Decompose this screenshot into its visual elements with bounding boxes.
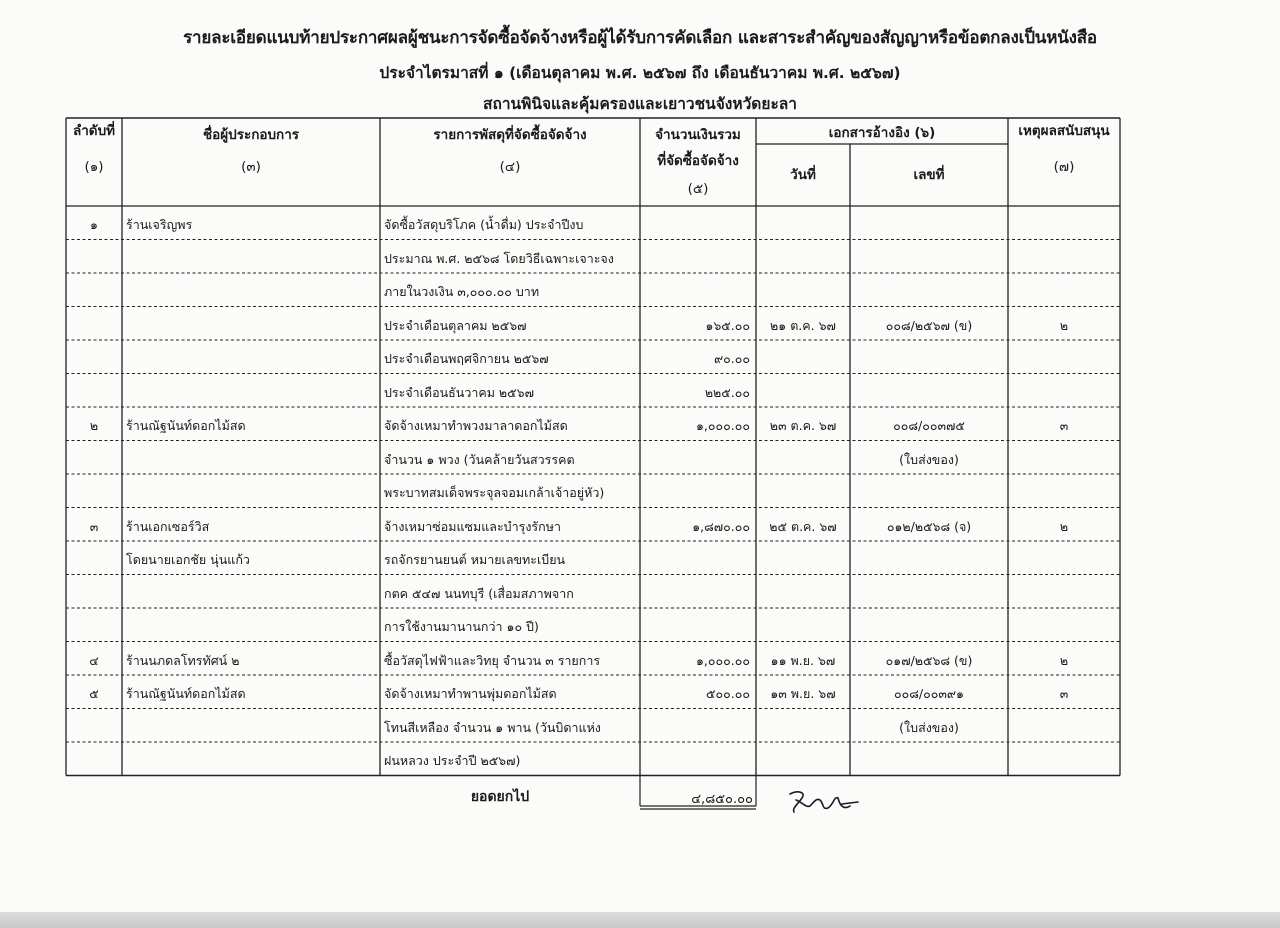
header-order: ลำดับที่ (๑) — [72, 123, 116, 175]
cell-vendor: โดยนายเอกชัย นุ่นแก้ว — [126, 552, 250, 567]
cell-item: ประจำเดือนตุลาคม ๒๕๖๗ — [384, 317, 527, 333]
header-reference-number: เลขที่ — [913, 167, 945, 183]
cell-reason: ๓ — [1059, 686, 1069, 701]
cell-item: ประจำเดือนธันวาคม ๒๕๖๗ — [384, 384, 534, 400]
cell-ref-number: ๐๐๘/๐๐๓๗๕ — [893, 418, 965, 433]
cell-ref-number: (ใบส่งของ) — [899, 719, 959, 735]
cell-item: จัดซื้อวัสดุบริโภค (น้ำดื่ม) ประจำปีงบ — [384, 217, 584, 232]
cell-vendor: ร้านนภดลโทรทัศน์ ๒ — [126, 652, 240, 668]
cell-item: ซื้อวัสดุไฟฟ้าและวิทยุ จำนวน ๓ รายการ — [384, 652, 601, 668]
cell-amount: ๒๒๕.๐๐ — [704, 384, 750, 400]
cell-ref-number: ๐๐๘/๒๕๖๗ (ข) — [885, 317, 973, 333]
header-amount: จำนวนเงินรวม ที่จัดซื้อจัดจ้าง (๕) — [655, 127, 741, 197]
header-vendor: ชื่อผู้ประกอบการ (๓) — [202, 127, 300, 175]
cell-amount: ๑๖๕.๐๐ — [705, 317, 750, 333]
cell-date: ๑๑ พ.ย. ๖๗ — [770, 652, 836, 668]
carried-forward-label: ยอดยกไป — [470, 789, 530, 805]
cell-item: พระบาทสมเด็จพระจุลจอมเกล้าเจ้าอยู่หัว) — [384, 485, 605, 500]
header-reference-date: วันที่ — [790, 167, 816, 183]
cell-item: จัดจ้างเหมาทำพานพุ่มดอกไม้สด — [384, 686, 557, 701]
header-items: รายการพัสดุที่จัดซื้อจัดจ้าง (๔) — [433, 127, 587, 175]
cell-item: ฝนหลวง ประจำปี ๒๕๖๗) — [384, 753, 521, 768]
cell-amount: ๑,๐๐๐.๐๐ — [695, 418, 750, 433]
cell-order: ๑ — [90, 217, 98, 232]
signature — [784, 786, 864, 818]
document-subtitle-agency: สถานพินิจและคุ้มครองและเยาวชนจังหวัดยะลา — [483, 95, 797, 113]
cell-amount: ๙๐.๐๐ — [713, 351, 750, 366]
cell-vendor: ร้านณัฐนันท์ดอกไม้สด — [126, 418, 246, 433]
cell-vendor: ร้านเอกเซอร์วิส — [126, 518, 210, 534]
cell-amount: ๑,๐๐๐.๐๐ — [695, 652, 750, 668]
cell-item: จำนวน ๑ พวง (วันคล้ายวันสวรรคต — [384, 451, 575, 467]
cell-reason: ๓ — [1059, 418, 1069, 433]
cell-order: ๔ — [89, 652, 99, 668]
cell-amount: ๕๐๐.๐๐ — [706, 686, 750, 701]
document-title: รายละเอียดแนบท้ายประกาศผลผู้ชนะการจัดซื้อจัดจ้างหรือผู้ได้รับการคัดเลือก และสาระสำคัญของสัญญาหรือข้อตกลงเป็นหนังสือ — [183, 28, 1097, 48]
cell-date: ๒๓ ต.ค. ๖๗ — [769, 418, 837, 433]
cell-item: จัดจ้างเหมาทำพวงมาลาดอกไม้สด — [384, 418, 568, 433]
cell-item: จ้างเหมาซ่อมแซมและบำรุงรักษา — [384, 518, 561, 534]
cell-reason: ๒ — [1059, 652, 1069, 668]
cell-reason: ๒ — [1059, 317, 1069, 333]
cell-order: ๕ — [89, 686, 99, 701]
cell-ref-number: ๐๐๘/๐๐๓๙๑ — [893, 686, 964, 701]
cell-reason: ๒ — [1059, 518, 1069, 534]
cell-order: ๒ — [89, 418, 99, 433]
cell-ref-number: ๐๑๗/๒๕๖๘ (ข) — [885, 652, 973, 668]
cell-date: ๑๓ พ.ย. ๖๗ — [770, 686, 836, 701]
cell-vendor: ร้านณัฐนันท์ดอกไม้สด — [126, 686, 246, 701]
cell-vendor: ร้านเจริญพร — [126, 217, 193, 232]
cell-item: โทนสีเหลือง จำนวน ๑ พาน (วันบิดาแห่ง — [384, 719, 601, 735]
cell-order: ๓ — [89, 518, 99, 534]
cell-item: การใช้งานมานานกว่า ๑๐ ปี) — [384, 619, 539, 634]
header-reason: เหตุผลสนับสนุน (๗) — [1018, 123, 1110, 175]
cell-amount: ๑,๘๗๐.๐๐ — [692, 518, 750, 534]
document-subtitle-quarter: ประจำไตรมาสที่ ๑ (เดือนตุลาคม พ.ศ. ๒๕๖๗ ถึง เดือนธันวาคม พ.ศ. ๒๕๖๗) — [379, 64, 901, 82]
cell-ref-number: ๐๑๒/๒๕๖๘ (จ) — [886, 518, 972, 534]
cell-item: ภายในวงเงิน ๓,๐๐๐.๐๐ บาท — [384, 284, 540, 299]
cell-item: กตค ๕๔๗ นนทบุรี (เสื่อมสภาพจาก — [384, 585, 574, 601]
cell-date: ๒๑ ต.ค. ๖๗ — [770, 317, 836, 333]
cell-ref-number: (ใบส่งของ) — [899, 451, 959, 467]
cell-item: ประมาณ พ.ศ. ๒๕๖๘ โดยวิธีเฉพาะเจาะจง — [384, 250, 614, 266]
cell-item: รถจักรยานยนต์ หมายเลขทะเบียน — [384, 552, 566, 567]
cell-date: ๒๕ ต.ค. ๖๗ — [769, 518, 837, 534]
cell-item: ประจำเดือนพฤศจิกายน ๒๕๖๗ — [384, 351, 549, 366]
carried-forward-total: ๔,๘๕๐.๐๐ — [691, 792, 753, 807]
header-reference: เอกสารอ้างอิง (๖) — [828, 125, 936, 141]
